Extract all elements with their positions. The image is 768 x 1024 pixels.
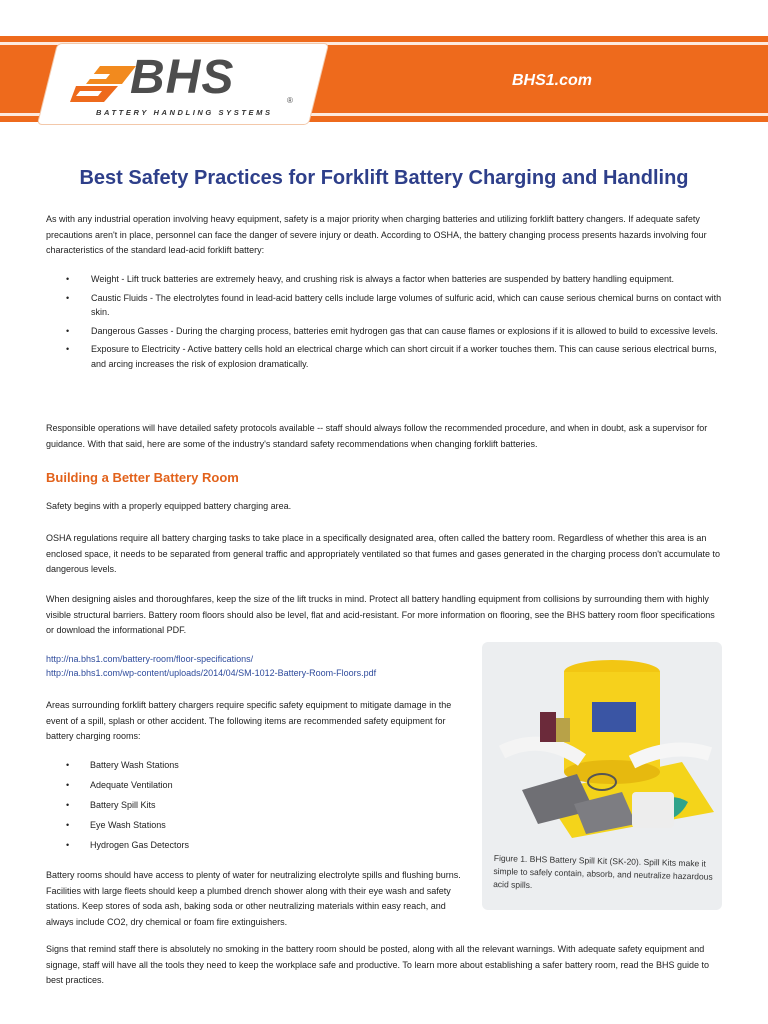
list-item: • Eye Wash Stations (66, 820, 166, 830)
areas-paragraph: Areas surrounding forklift battery chargers require specific safety equipment to mitigate damage in the event of a spill, splash or other accident. The following items are recommended safety equipment for battery charging rooms: (46, 700, 452, 741)
signs-paragraph: Signs that remind staff there is absolutely no smoking in the battery room should be posted, along with all the relevant warnings. With adequate safety equipment and signage, staff will have all the tools they need to keep the workplace safe and productive. To learn more about establishing a safer battery room, read the BHS guide to best practices. (46, 944, 710, 985)
list-item: • Exposure to Electricity - Active battery cells hold an electrical charge which can short circuit if a worker touches them. This can cause serious electrical burns, and arcing increases the risk of explosion dramatically. (66, 344, 717, 369)
bhs-logo[interactable] (60, 46, 310, 124)
list-item: • Battery Wash Stations (66, 760, 179, 770)
list-item: • Adequate Ventilation (66, 780, 173, 790)
responsible-paragraph: Responsible operations will have detailed safety protocols available -- staff should always follow the recommended procedure, and when in doubt, ask a supervisor for guidance. With that said, here are some of the industry's standard safety recommendations when changing forklift batteries. (46, 423, 708, 449)
list-item: • Battery Spill Kits (66, 800, 156, 810)
intro-paragraph: As with any industrial operation involving heavy equipment, safety is a major priority when charging batteries and utilizing forklift battery changers. If adequate safety precautions aren't in place, personnel can face the danger of severe injury or death. According to OSHA, the battery changing process presents hazards involving four characteristics of the standard lead-acid forklift battery: (46, 214, 707, 255)
logo-subtitle: BATTERY HANDLING SYSTEMS (96, 108, 273, 117)
aisles-paragraph: When designing aisles and thoroughfares, keep the size of the lift trucks in mind. Protect all battery handling equipment from collisions by surrounding them with highly visible structural barriers. Battery room floors should also be level, flat and acid-resistant. For more information on flooring, see the BHS battery room floor specifications or download the informational PDF. (46, 594, 715, 635)
logo-wordmark: BHS (130, 51, 235, 104)
list-item: • Hydrogen Gas Detectors (66, 840, 190, 850)
list-item: • Caustic Fluids - The electrolytes found in lead-acid battery cells include large volumes of sulfuric acid, which can cause serious chemical burns on contact with skin. (66, 292, 722, 317)
section-heading: Building a Better Battery Room (46, 470, 239, 485)
osha-paragraph: OSHA regulations require all battery charging tasks to take place in a specifically designated area, often called the battery room. Regardless of whether this area is an enclosed space, it needs to be separated from general traffic and appropriately ventilated so that fumes and gases generated in the charging process don't accumulate to dangerous levels. (46, 533, 720, 574)
registered-mark: ® (287, 96, 293, 105)
list-item: • Dangerous Gasses - During the charging process, batteries emit hydrogen gas that can cause flames or explosions if it is allowed to build to excessive levels. (66, 325, 718, 336)
spill-kit-image (482, 642, 722, 852)
equipment-list (66, 755, 189, 855)
site-url-link[interactable]: BHS1.com (512, 72, 593, 89)
safety-begins-paragraph: Safety begins with a properly equipped battery charging area. (46, 501, 292, 511)
list-item: • Weight - Lift truck batteries are extremely heavy, and crushing risk is always a factor when batteries are suspended by battery handling equipment. (66, 274, 674, 284)
floor-pdf-link[interactable]: http://na.bhs1.com/wp-content/uploads/2014/04/SM-1012-Battery-Room-Floors.pdf (46, 668, 377, 678)
water-paragraph: Battery rooms should have access to plenty of water for neutralizing electrolyte spills and flushing burns. Facilities with large fleets should keep a plumbed drench shower along with their eye wash and safety stations. Keep stores of soda ash, baking soda or other neutralizing materials within easy reach, and always include CO2, dry chemical or foam fire extinguishers. (46, 870, 461, 927)
floor-specs-link[interactable]: http://na.bhs1.com/battery-room/floor-specifications/ (46, 654, 254, 664)
figure-caption: Figure 1. BHS Battery Spill Kit (SK-20). Spill Kits make it simple to safely contain, absorb, and neutralize hazardous acid spills. (493, 852, 713, 891)
hazard-list (66, 272, 722, 371)
page-title: Best Safety Practices for Forklift Battery Charging and Handling (79, 167, 689, 189)
